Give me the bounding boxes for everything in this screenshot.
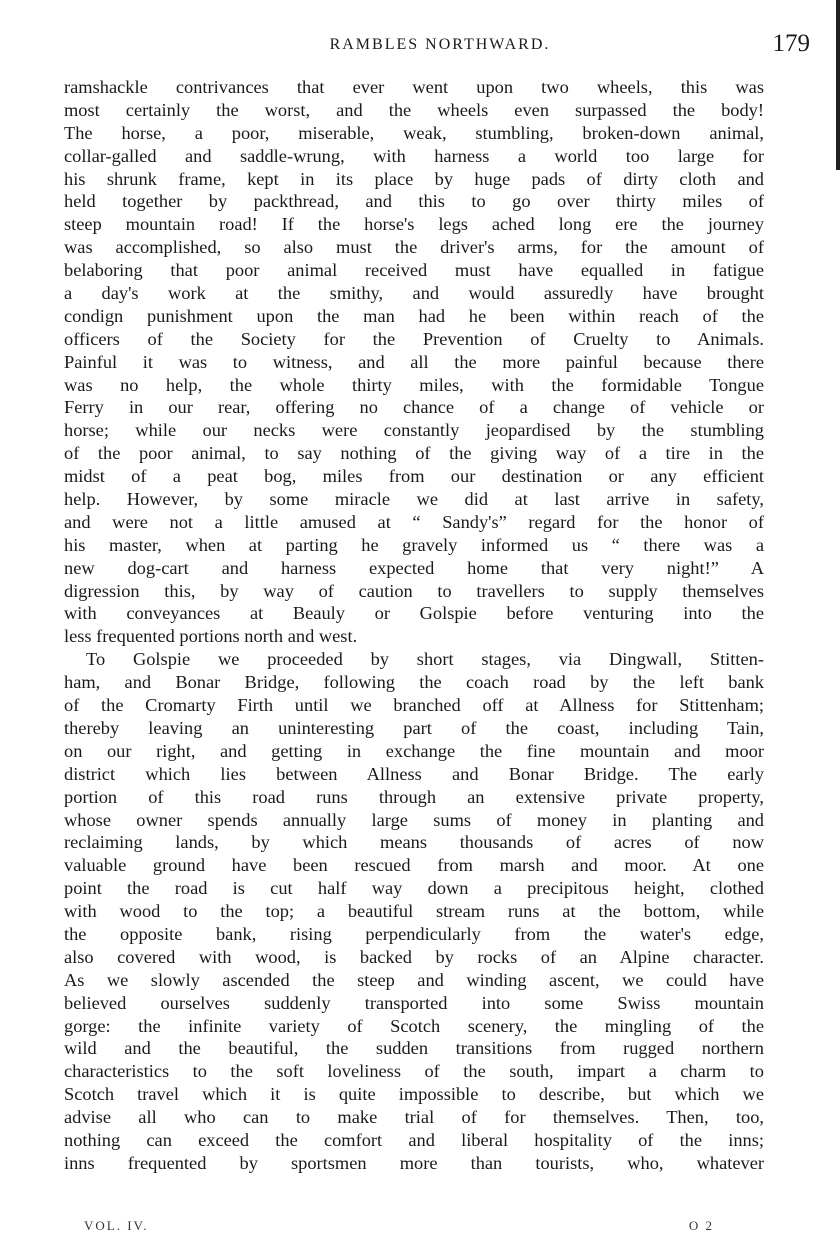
- text-line: whose owner spends annually large sums of money in planting and: [64, 809, 764, 830]
- text-line: point the road is cut half way down a precipitous height, clothed: [64, 878, 764, 899]
- text-line: held together by packthread, and this to go over thirty miles of: [64, 191, 764, 212]
- text-line: was no help, the whole thirty miles, with the formidable Tongue: [64, 374, 764, 395]
- text-line: with conveyances at Beauly or Golspie before venturing into the: [64, 603, 764, 624]
- text-line: steep mountain road! If the horse's legs ached long ere the journey: [64, 214, 764, 235]
- text-line: district which lies between Allness and Bonar Bridge. The early: [64, 763, 764, 784]
- text-line: help. However, by some miracle we did at last arrive in safety,: [64, 489, 764, 510]
- text-line: wild and the beautiful, the sudden transitions from rugged northern: [64, 1038, 764, 1059]
- page-number: 179: [772, 30, 810, 57]
- text-line: on our right, and getting in exchange the fine mountain and moor: [64, 740, 764, 761]
- text-line: also covered with wood, is backed by rocks of an Alpine character.: [64, 946, 764, 967]
- volume-mark: VOL. IV.: [84, 1218, 149, 1233]
- text-line: thereby leaving an uninteresting part of the coast, including Tain,: [64, 717, 764, 738]
- text-line: of the poor animal, to say nothing of the giving way of a tire in the: [64, 443, 764, 464]
- page-footer: [84, 1218, 714, 1236]
- text-line: less frequented portions north and west.: [64, 626, 358, 647]
- signature-mark: O 2: [688, 1218, 714, 1233]
- text-line: digression this, by way of caution to travellers to supply themselves: [64, 580, 764, 601]
- text-line: As we slowly ascended the steep and winding ascent, we could have: [64, 969, 764, 990]
- text-line: the opposite bank, rising perpendicularly from the water's edge,: [64, 923, 764, 944]
- text-line: advise all who can to make trial of for themselves. Then, too,: [64, 1107, 764, 1128]
- text-line: with wood to the top; a beautiful stream runs at the bottom, while: [64, 901, 764, 922]
- text-line: ham, and Bonar Bridge, following the coach road by the left bank: [64, 672, 764, 693]
- text-line: valuable ground have been rescued from marsh and moor. At one: [64, 855, 764, 876]
- text-line: collar-galled and saddle-wrung, with harness a world too large for: [64, 145, 764, 166]
- text-line: Ferry in our rear, offering no chance of a change of vehicle or: [64, 397, 764, 418]
- text-line: new dog-cart and harness expected home that very night!” A: [64, 557, 764, 578]
- text-line: officers of the Society for the Prevention of Cruelty to Animals.: [64, 328, 764, 349]
- text-line: ramshackle contrivances that ever went upon two wheels, this was: [64, 77, 764, 97]
- text-line: nothing can exceed the comfort and liberal hospitality of the inns;: [64, 1129, 764, 1150]
- text-line: most certainly the worst, and the wheels even surpassed the body!: [64, 99, 764, 120]
- text-line: reclaiming lands, by which means thousands of acres of now: [64, 832, 764, 853]
- paragraph-start-line: To Golspie we proceeded by short stages, via Dingwall, Stitten-: [86, 649, 764, 670]
- text-line: a day's work at the smithy, and would assuredly have brought: [64, 283, 764, 304]
- text-line: Scotch travel which it is quite impossible to describe, but which we: [64, 1084, 764, 1105]
- text-line: of the Cromarty Firth until we branched off at Allness for Stittenham;: [64, 695, 764, 716]
- running-head: RAMBLES NORTHWARD.: [329, 36, 551, 53]
- text-line: horse; while our necks were constantly jeopardised by the stumbling: [64, 420, 764, 441]
- text-line: his shrunk frame, kept in its place by huge pads of dirty cloth and: [64, 168, 764, 189]
- page-edge-shadow: [836, 0, 840, 170]
- page-header: [60, 32, 820, 62]
- text-line: midst of a peat bog, miles from our destination or any efficient: [64, 466, 764, 487]
- text-line: belaboring that poor animal received must have equalled in fatigue: [64, 260, 764, 281]
- body-text: [64, 76, 764, 1175]
- text-line: gorge: the infinite variety of Scotch scenery, the mingling of the: [64, 1015, 764, 1036]
- text-line: his master, when at parting he gravely informed us “ there was a: [64, 534, 764, 555]
- text-line: portion of this road runs through an extensive private property,: [64, 786, 764, 807]
- text-line: Painful it was to witness, and all the more painful because there: [64, 351, 764, 372]
- text-line: was accomplished, so also must the driver's arms, for the amount of: [64, 237, 764, 258]
- text-line: believed ourselves suddenly transported into some Swiss mountain: [64, 992, 764, 1013]
- text-line: The horse, a poor, miserable, weak, stumbling, broken-down animal,: [64, 122, 764, 143]
- text-line: condign punishment upon the man had he been within reach of the: [64, 305, 764, 326]
- text-line: characteristics to the soft loveliness of the south, impart a charm to: [64, 1061, 764, 1082]
- text-line: and were not a little amused at “ Sandy's” regard for the honor of: [64, 511, 764, 532]
- text-line: inns frequented by sportsmen more than tourists, who, whatever: [64, 1152, 764, 1173]
